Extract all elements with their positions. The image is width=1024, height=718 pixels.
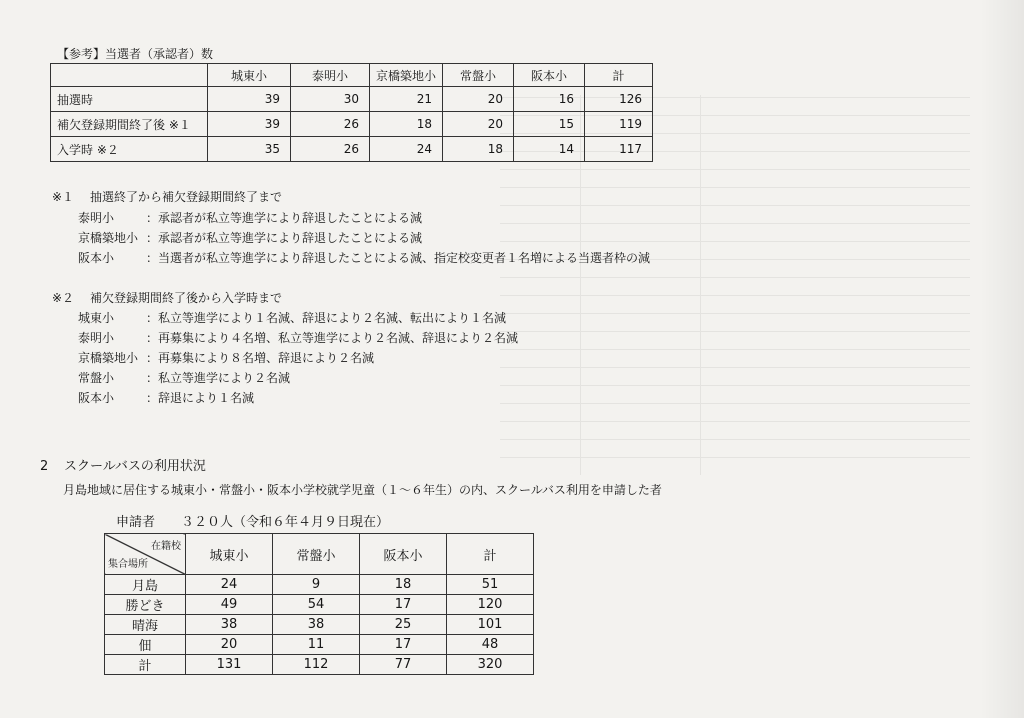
note2-text: ：再募集により４名増、私立等進学により２名減、辞退により２名減	[146, 331, 519, 345]
table-cell: 101	[447, 615, 534, 635]
table-header-cell: 京橋築地小	[370, 64, 443, 87]
table-row	[105, 615, 534, 635]
note1-mark: ※１	[52, 190, 75, 204]
note2-text: ：再募集により８名増、辞退により２名減	[146, 351, 375, 365]
row-label: 佃	[105, 635, 186, 655]
row-label: 月島	[105, 575, 186, 595]
section2-title: スクールバスの利用状況	[64, 459, 206, 474]
note2-text: ：私立等進学により１名減、辞退により２名減、転出により１名減	[146, 311, 507, 325]
row-label: 入学時 ※２	[51, 137, 208, 162]
note2-school: 城東小	[78, 311, 115, 325]
table-row	[105, 595, 534, 615]
table-header-row	[51, 64, 653, 87]
note2-school: 泰明小	[78, 331, 115, 345]
table-cell: 24	[186, 575, 273, 595]
table-cell: 112	[273, 655, 360, 675]
note1-school: 泰明小	[78, 211, 115, 225]
table-cell: 21	[370, 87, 443, 112]
table-row	[105, 655, 534, 675]
note1-text: ：承認者が私立等進学により辞退したことによる減	[146, 211, 423, 225]
table-cell: 117	[585, 137, 653, 162]
table-cell: 131	[186, 655, 273, 675]
table-cell: 51	[447, 575, 534, 595]
table-cell: 39	[208, 87, 291, 112]
table-cell: 54	[273, 595, 360, 615]
table-cell: 119	[585, 112, 653, 137]
note2-school: 阪本小	[78, 391, 115, 405]
table-cell: 35	[208, 137, 291, 162]
table-cell: 30	[291, 87, 370, 112]
table-cell: 320	[447, 655, 534, 675]
table-cell: 18	[443, 137, 514, 162]
note1-text: ：承認者が私立等進学により辞退したことによる減	[146, 231, 423, 245]
table-header-cell: 常盤小	[443, 64, 514, 87]
note1-school: 阪本小	[78, 251, 115, 265]
table-cell: 38	[186, 615, 273, 635]
note2-school: 常盤小	[78, 371, 115, 385]
table-cell: 14	[514, 137, 585, 162]
table-cell: 26	[291, 112, 370, 137]
table-cell: 77	[360, 655, 447, 675]
table-row	[51, 87, 653, 112]
table-row	[105, 575, 534, 595]
table-cell: 18	[360, 575, 447, 595]
row-label: 抽選時	[51, 87, 208, 112]
table-header-cell: 阪本小	[514, 64, 585, 87]
corner-top-label: 在籍校	[151, 541, 181, 552]
corner-bottom-label: 集合場所	[108, 559, 148, 570]
applicants-summary: 申請者 ３２０人（令和６年４月９日現在）	[116, 515, 390, 530]
table-cell: 120	[447, 595, 534, 615]
table-header-cell: 計	[447, 534, 534, 575]
table-header-cell: 計	[585, 64, 653, 87]
note2-mark: ※２	[52, 291, 75, 305]
table-cell: 24	[370, 137, 443, 162]
table-header-cell: 城東小	[208, 64, 291, 87]
table-row	[51, 112, 653, 137]
table-cell: 16	[514, 87, 585, 112]
note1-school: 京橋築地小	[78, 231, 139, 245]
page-edge-shadow	[980, 0, 1024, 718]
table-cell: 15	[514, 112, 585, 137]
note2-text: ：辞退により１名減	[146, 391, 255, 405]
table-cell: 9	[273, 575, 360, 595]
table-cell: 49	[186, 595, 273, 615]
table-cell: 38	[273, 615, 360, 635]
table-cell: 20	[443, 112, 514, 137]
table-row	[105, 635, 534, 655]
row-label: 計	[105, 655, 186, 675]
table-cell: 11	[273, 635, 360, 655]
note2-text: ：私立等進学により２名減	[146, 371, 291, 385]
table-header-row	[105, 534, 534, 575]
table-header-cell: 城東小	[186, 534, 273, 575]
reference-title: 【参考】当選者（承認者）数	[57, 47, 214, 61]
table-cell: 20	[186, 635, 273, 655]
table-cell: 17	[360, 595, 447, 615]
winners-table	[50, 63, 653, 162]
table-cell: 26	[291, 137, 370, 162]
table-cell: 25	[360, 615, 447, 635]
section2-description: 月島地域に居住する城東小・常盤小・阪本小学校就学児童（１～６年生）の内、スクールバス利用を申請した者	[63, 483, 662, 497]
row-label: 補欠登録期間終了後 ※１	[51, 112, 208, 137]
diagonal-header-cell	[105, 534, 186, 575]
table-cell: 17	[360, 635, 447, 655]
table-cell: 39	[208, 112, 291, 137]
row-label: 晴海	[105, 615, 186, 635]
table-header-cell: 泰明小	[291, 64, 370, 87]
note2-heading: 補欠登録期間終了後から入学時まで	[90, 291, 283, 305]
school-bus-table	[104, 533, 534, 675]
table-cell: 18	[370, 112, 443, 137]
note1-heading: 抽選終了から補欠登録期間終了まで	[90, 190, 283, 204]
note1-text: ：当選者が私立等進学により辞退したことによる減、指定校変更者１名増による当選者枠の減	[146, 251, 651, 265]
table-cell: 126	[585, 87, 653, 112]
table-cell: 20	[443, 87, 514, 112]
table-header-cell: 阪本小	[360, 534, 447, 575]
table-header-cell	[51, 64, 208, 87]
table-cell: 48	[447, 635, 534, 655]
note2-school: 京橋築地小	[78, 351, 139, 365]
table-row	[51, 137, 653, 162]
table-header-cell: 常盤小	[273, 534, 360, 575]
row-label: 勝どき	[105, 595, 186, 615]
section2-number: 2	[40, 459, 49, 474]
